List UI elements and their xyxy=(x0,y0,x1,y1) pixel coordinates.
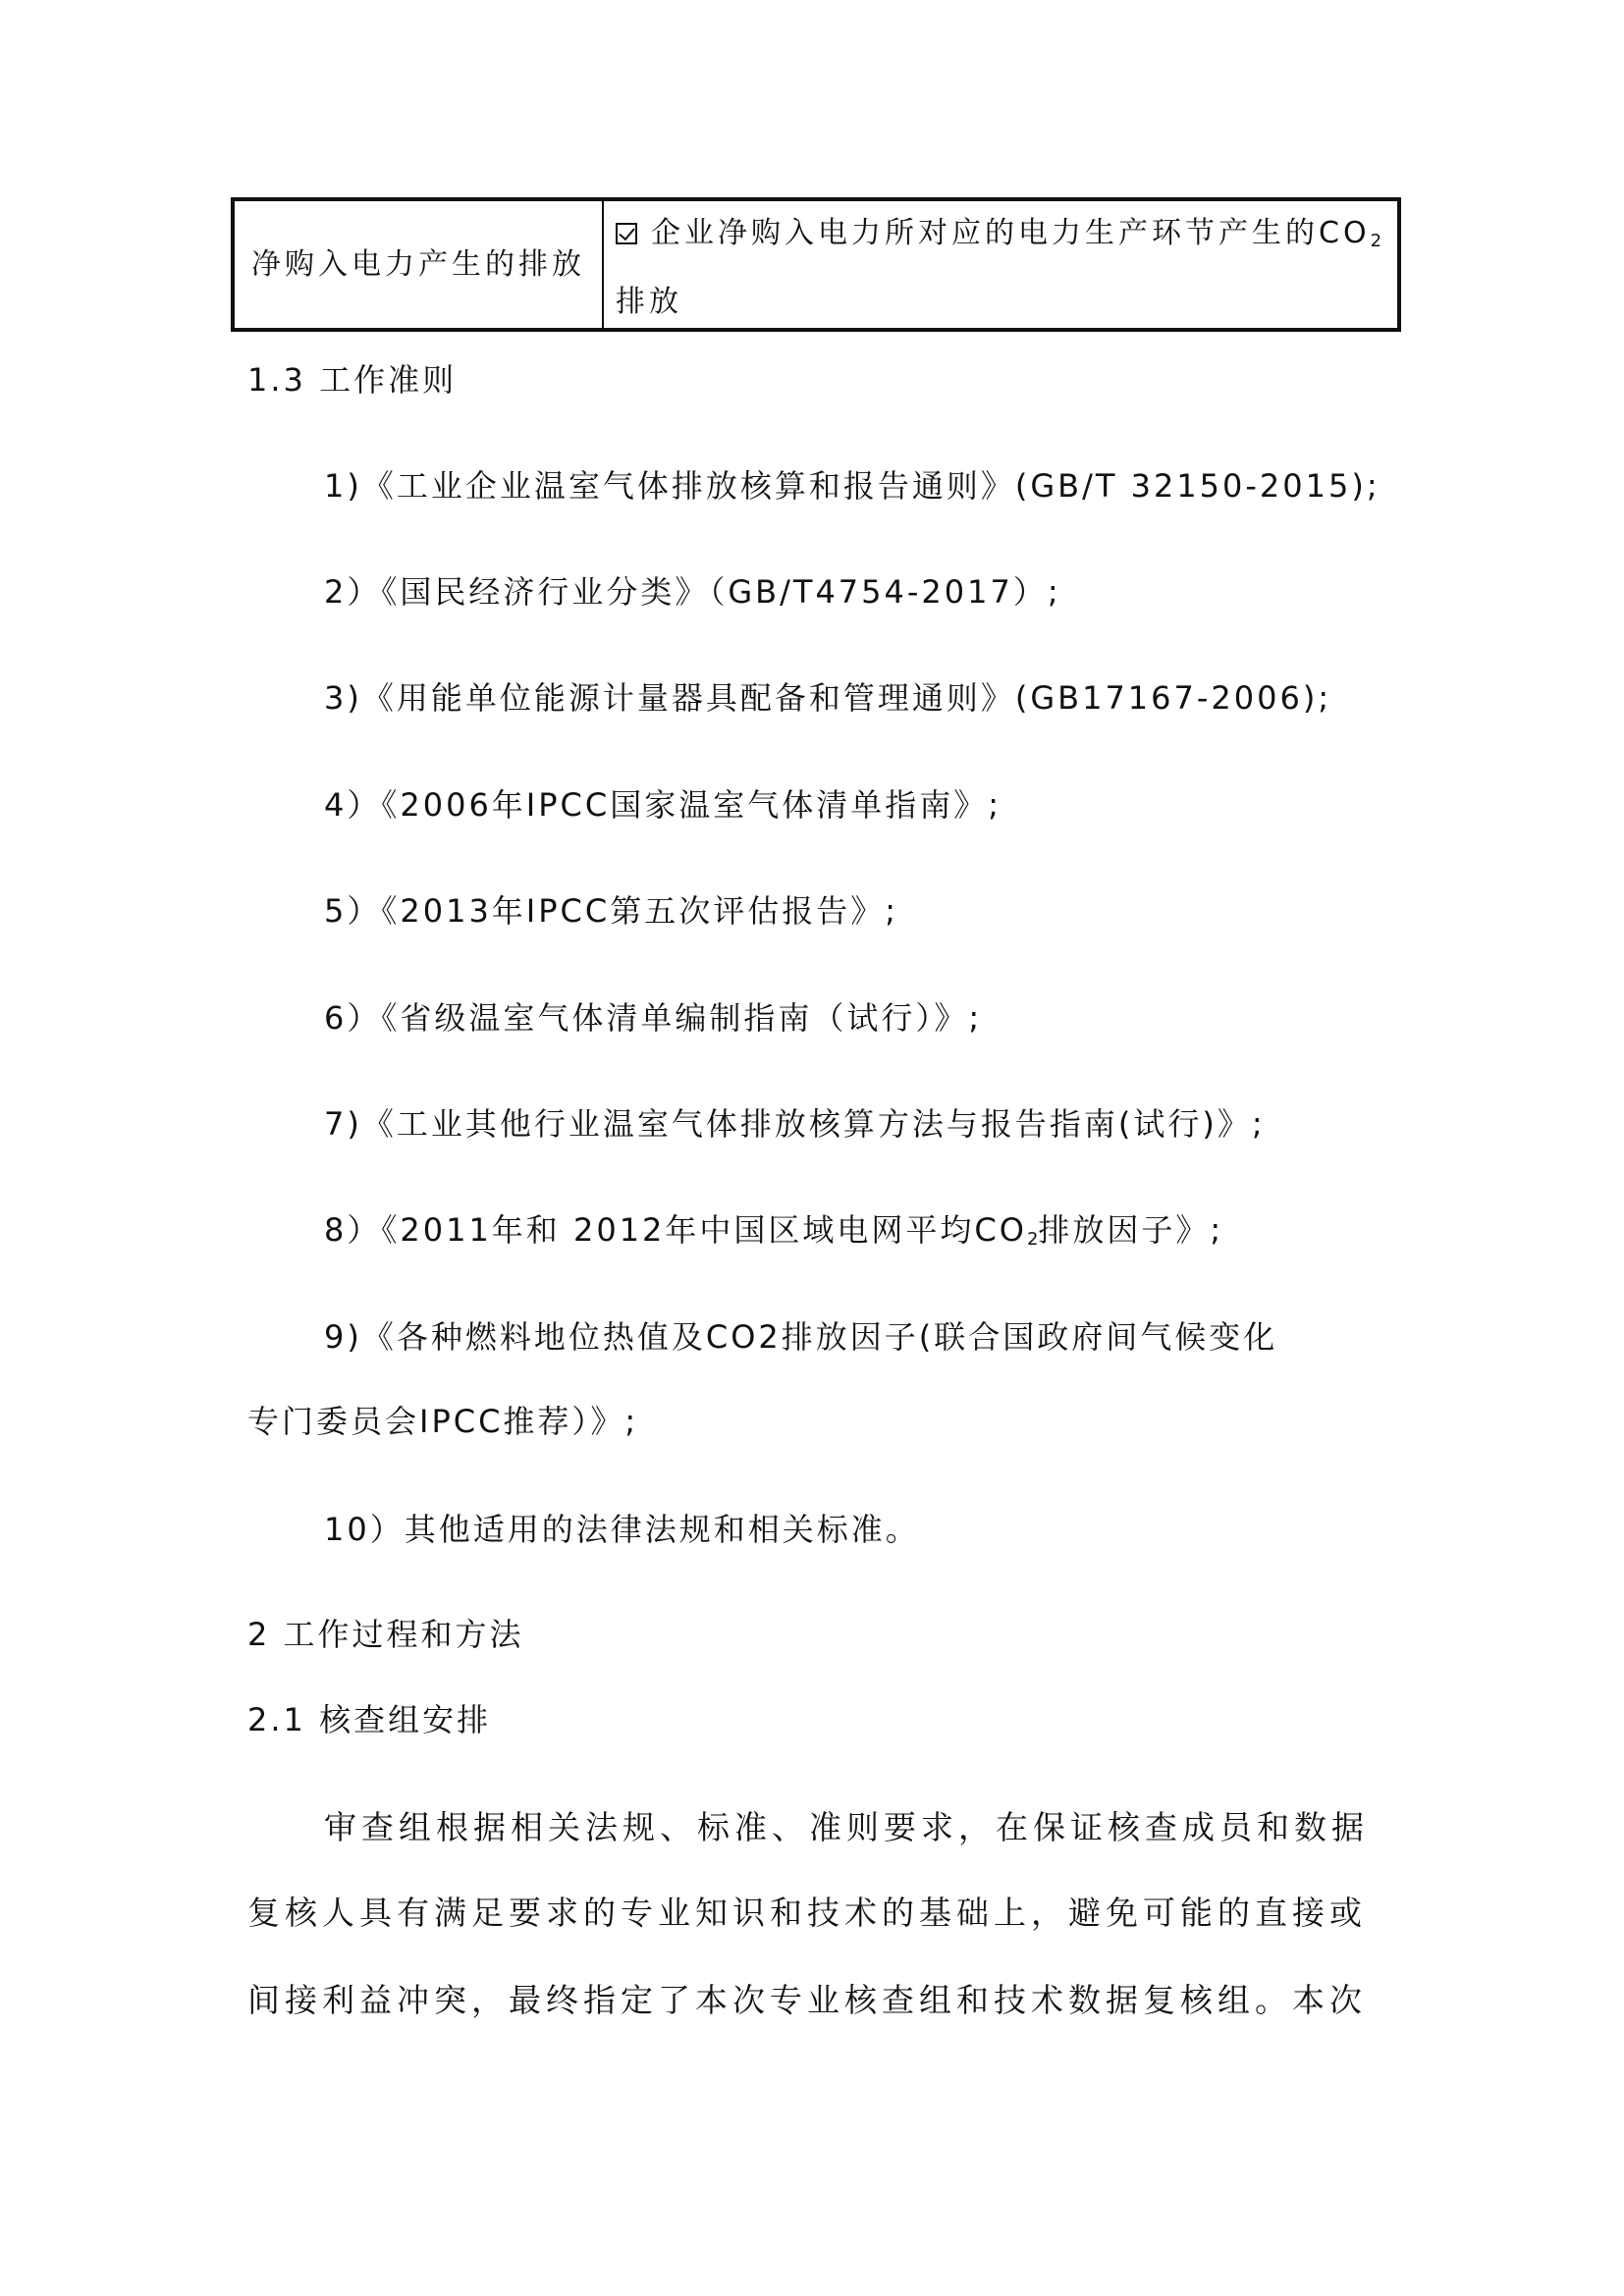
criteria-item-8 xyxy=(324,1205,1223,1251)
criteria-8-text-end: 排放因子》; xyxy=(1038,1211,1224,1249)
paragraph-line-1: 审查组根据相关法规、标准、准则要求，在保证核查成员和数据 xyxy=(324,1808,1369,1846)
table-cell-description xyxy=(604,201,1397,328)
co2-subscript: 2 xyxy=(1026,1229,1039,1250)
criteria-item-10: 10）其他适用的法律法规和相关标准。 xyxy=(324,1511,920,1548)
criteria-item-4: 4）《2006年IPCC国家温室气体清单指南》; xyxy=(324,786,1002,824)
table-cell-category xyxy=(235,201,604,328)
section-heading-1-3: 1.3 工作准则 xyxy=(247,361,458,399)
section-heading-2-1: 2.1 核查组安排 xyxy=(247,1701,492,1738)
emission-scope-table xyxy=(231,197,1401,332)
criteria-item-2: 2）《国民经济行业分类》（GB/T4754-2017）; xyxy=(324,573,1061,611)
paragraph-line-2: 复核人具有满足要求的专业知识和技术的基础上，避免可能的直接或 xyxy=(247,1894,1367,1932)
criteria-item-3: 3)《用能单位能源计量器具配备和管理通则》(GB17167-2006); xyxy=(324,679,1332,717)
description-text: 企业净购入电力所对应的电力生产环节产生的CO xyxy=(651,216,1371,250)
section-heading-2: 2 工作过程和方法 xyxy=(247,1616,524,1653)
criteria-item-6: 6）《省级温室气体清单编制指南（试行）》; xyxy=(324,999,983,1037)
criteria-item-5: 5）《2013年IPCC第五次评估报告》; xyxy=(324,892,899,930)
criteria-item-9-line-2: 专门委员会IPCC推荐）》; xyxy=(247,1403,639,1440)
category-label: 净购入电力产生的排放 xyxy=(251,246,585,282)
co2-subscript: 2 xyxy=(1370,231,1382,251)
criteria-8-text: 8）《2011年和 2012年中国区域电网平均CO xyxy=(324,1211,1027,1249)
checked-box-icon xyxy=(616,223,637,244)
description-text-end: 排放 xyxy=(616,285,682,319)
criteria-item-7: 7)《工业其他行业温室气体排放核算方法与报告指南(试行)》; xyxy=(324,1105,1266,1143)
criteria-item-9-line-1: 9)《各种燃料地位热值及CO2排放因子(联合国政府间气候变化 xyxy=(324,1318,1278,1356)
paragraph-line-3: 间接利益冲突，最终指定了本次专业核查组和技术数据复核组。本次 xyxy=(247,1981,1367,2019)
criteria-item-1: 1)《工业企业温室气体排放核算和报告通则》(GB/T 32150-2015); xyxy=(324,467,1380,505)
